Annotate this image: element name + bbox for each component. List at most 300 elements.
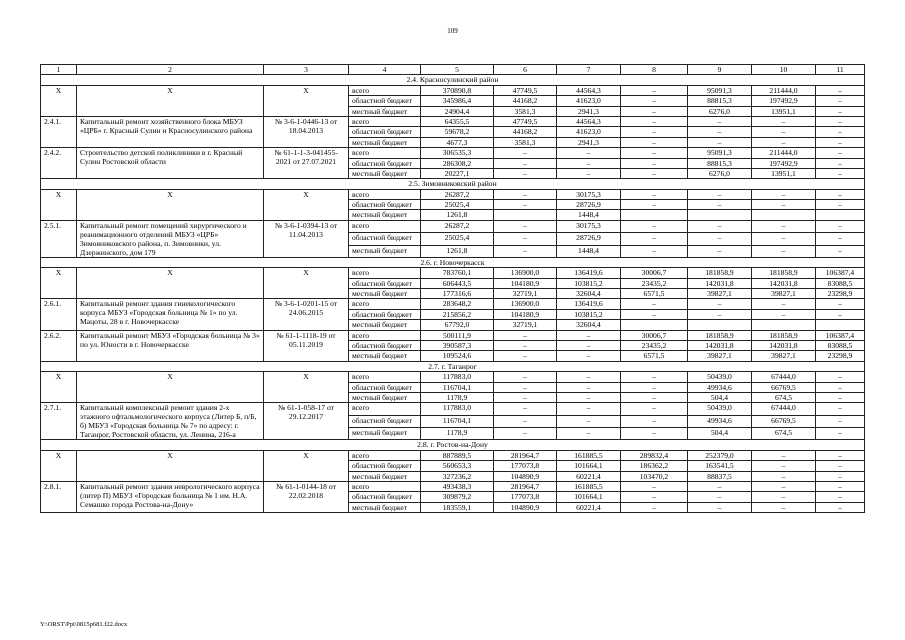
- amount-cell: –: [494, 372, 557, 382]
- amount-cell: –: [688, 233, 752, 245]
- amount-cell: 41623,0: [557, 96, 621, 106]
- amount-cell: –: [621, 158, 688, 168]
- amount-cell: –: [557, 148, 621, 158]
- amount-cell: 67444,0: [752, 403, 816, 415]
- amount-cell: [816, 210, 865, 220]
- amount-cell: 1448,4: [557, 210, 621, 220]
- amount-cell: 117883,0: [421, 372, 494, 382]
- table-row: [41, 116, 865, 126]
- table-row: [41, 299, 865, 309]
- amount-cell: 41623,0: [557, 127, 621, 137]
- amount-cell: –: [816, 392, 865, 402]
- amount-cell: 103470,2: [621, 471, 688, 481]
- amount-cell: 20227,1: [421, 168, 494, 178]
- amount-cell: –: [816, 415, 865, 427]
- amount-cell: 67792,0: [421, 320, 494, 330]
- amount-cell: –: [557, 340, 621, 350]
- amount-cell: 30175,3: [557, 220, 621, 232]
- amount-cell: 197492,9: [752, 96, 816, 106]
- amount-cell: –: [752, 450, 816, 460]
- amount-cell: 1448,4: [557, 245, 621, 257]
- amount-cell: 67444,0: [752, 372, 816, 382]
- amount-cell: 1261,8: [421, 245, 494, 257]
- amount-cell: 25025,4: [421, 200, 494, 210]
- amount-cell: 24904,4: [421, 106, 494, 116]
- column-number: 7: [557, 65, 621, 75]
- amount-cell: –: [621, 481, 688, 491]
- amount-cell: –: [621, 200, 688, 210]
- amount-cell: 104180,9: [494, 309, 557, 319]
- amount-cell: –: [816, 189, 865, 199]
- amount-cell: 327236,2: [421, 471, 494, 481]
- amount-cell: 281964,7: [494, 481, 557, 491]
- funding-source: местный бюджет: [349, 106, 421, 116]
- table-row: [41, 268, 865, 278]
- amount-cell: 23298,9: [816, 351, 865, 361]
- amount-cell: 674,5: [752, 392, 816, 402]
- amount-cell: 281964,7: [494, 450, 557, 460]
- amount-cell: –: [816, 372, 865, 382]
- amount-cell: –: [621, 492, 688, 502]
- expertise-conclusion: № 3-6-1-0394-13 от 11.04.2013: [264, 220, 349, 257]
- amount-cell: –: [816, 233, 865, 245]
- amount-cell: 28726,9: [557, 200, 621, 210]
- amount-cell: –: [816, 85, 865, 95]
- funding-source: всего: [349, 372, 421, 382]
- column-number: 11: [816, 65, 865, 75]
- amount-cell: 390587,3: [421, 340, 494, 350]
- amount-cell: 106387,4: [816, 268, 865, 278]
- amount-cell: 493438,3: [421, 481, 494, 491]
- item-number: 2.4.1.: [41, 116, 77, 147]
- amount-cell: 50439,0: [688, 403, 752, 415]
- amount-cell: 64355,5: [421, 116, 494, 126]
- amount-cell: –: [816, 461, 865, 471]
- amount-cell: 142031,8: [688, 340, 752, 350]
- funding-source: областной бюджет: [349, 127, 421, 137]
- expertise-conclusion: X: [264, 450, 349, 481]
- amount-cell: –: [557, 403, 621, 415]
- amount-cell: 181858,9: [688, 268, 752, 278]
- amount-cell: –: [494, 351, 557, 361]
- object-name: X: [77, 450, 264, 481]
- amount-cell: –: [494, 220, 557, 232]
- amount-cell: 136900,0: [494, 299, 557, 309]
- amount-cell: [752, 320, 816, 330]
- funding-source: всего: [349, 220, 421, 232]
- amount-cell: 560653,3: [421, 461, 494, 471]
- amount-cell: 104890,9: [494, 471, 557, 481]
- amount-cell: 23298,9: [816, 289, 865, 299]
- amount-cell: 66769,5: [752, 415, 816, 427]
- amount-cell: –: [752, 461, 816, 471]
- amount-cell: –: [494, 392, 557, 402]
- amount-cell: 6276,0: [688, 106, 752, 116]
- amount-cell: –: [752, 299, 816, 309]
- item-number: 2.4.2.: [41, 148, 77, 179]
- amount-cell: 370890,8: [421, 85, 494, 95]
- amount-cell: [688, 320, 752, 330]
- amount-cell: 142031,8: [688, 278, 752, 288]
- amount-cell: 215856,2: [421, 309, 494, 319]
- amount-cell: –: [752, 481, 816, 491]
- amount-cell: 30006,7: [621, 268, 688, 278]
- funding-source: местный бюджет: [349, 320, 421, 330]
- section-row: [41, 361, 865, 371]
- amount-cell: 30175,3: [557, 189, 621, 199]
- amount-cell: 211444,0: [752, 85, 816, 95]
- column-number: 3: [264, 65, 349, 75]
- expertise-conclusion: X: [264, 189, 349, 220]
- item-number: X: [41, 85, 77, 116]
- amount-cell: –: [494, 200, 557, 210]
- amount-cell: –: [816, 403, 865, 415]
- table-row: [41, 189, 865, 199]
- amount-cell: –: [752, 492, 816, 502]
- column-number-row: [41, 65, 865, 75]
- funding-source: областной бюджет: [349, 200, 421, 210]
- amount-cell: 13951,1: [752, 106, 816, 116]
- amount-cell: [752, 210, 816, 220]
- amount-cell: –: [621, 372, 688, 382]
- amount-cell: 181858,9: [752, 268, 816, 278]
- item-number: 2.6.1.: [41, 299, 77, 330]
- amount-cell: –: [494, 340, 557, 350]
- amount-cell: –: [816, 106, 865, 116]
- funding-source: областной бюджет: [349, 492, 421, 502]
- amount-cell: 163541,5: [688, 461, 752, 471]
- amount-cell: 117883,0: [421, 403, 494, 415]
- amount-cell: –: [816, 168, 865, 178]
- amount-cell: [816, 320, 865, 330]
- amount-cell: –: [621, 233, 688, 245]
- table-row: [41, 85, 865, 95]
- column-number: 9: [688, 65, 752, 75]
- amount-cell: 44564,3: [557, 85, 621, 95]
- expertise-conclusion: № 61-1-058-17 от 29.12.2017: [264, 403, 349, 440]
- column-number: 10: [752, 65, 816, 75]
- amount-cell: 49934,6: [688, 415, 752, 427]
- amount-cell: –: [816, 502, 865, 512]
- table-row: [41, 481, 865, 491]
- funding-source: всего: [349, 450, 421, 460]
- amount-cell: –: [688, 137, 752, 147]
- amount-cell: 3581,3: [494, 106, 557, 116]
- amount-cell: 88815,3: [688, 158, 752, 168]
- amount-cell: –: [752, 220, 816, 232]
- item-number: 2.5.1.: [41, 220, 77, 257]
- amount-cell: –: [816, 481, 865, 491]
- amount-cell: –: [688, 200, 752, 210]
- amount-cell: 83088,5: [816, 340, 865, 350]
- funding-source: всего: [349, 189, 421, 199]
- amount-cell: 39827,1: [752, 289, 816, 299]
- funding-source: областной бюджет: [349, 233, 421, 245]
- amount-cell: 186362,2: [621, 461, 688, 471]
- funding-source: местный бюджет: [349, 502, 421, 512]
- table-row: [41, 330, 865, 340]
- amount-cell: [688, 210, 752, 220]
- amount-cell: 32604,4: [557, 320, 621, 330]
- amount-cell: 1178,9: [421, 392, 494, 402]
- amount-cell: –: [688, 220, 752, 232]
- amount-cell: –: [816, 382, 865, 392]
- item-number: 2.6.2.: [41, 330, 77, 361]
- funding-source: всего: [349, 148, 421, 158]
- amount-cell: 289832,4: [621, 450, 688, 460]
- amount-cell: 161885,5: [557, 450, 621, 460]
- item-number: 2.7.1.: [41, 403, 77, 440]
- funding-source: местный бюджет: [349, 245, 421, 257]
- amount-cell: –: [816, 492, 865, 502]
- section-title: 2.8. г. Ростов-на-Дону: [41, 440, 865, 450]
- amount-cell: –: [494, 415, 557, 427]
- section-row: [41, 257, 865, 267]
- funding-source: местный бюджет: [349, 168, 421, 178]
- amount-cell: 25025,4: [421, 233, 494, 245]
- expertise-conclusion: X: [264, 372, 349, 403]
- amount-cell: –: [752, 309, 816, 319]
- amount-cell: 6571,5: [621, 289, 688, 299]
- amount-cell: –: [494, 427, 557, 439]
- amount-cell: –: [752, 137, 816, 147]
- amount-cell: 49934,6: [688, 382, 752, 392]
- funding-source: местный бюджет: [349, 471, 421, 481]
- file-path-footer: Y:\ORST\Ppi\0815p681.f22.docx: [40, 621, 128, 628]
- table-row: [41, 450, 865, 460]
- amount-cell: –: [621, 392, 688, 402]
- amount-cell: 306535,3: [421, 148, 494, 158]
- amount-cell: –: [752, 233, 816, 245]
- funding-source: областной бюджет: [349, 415, 421, 427]
- amount-cell: –: [816, 450, 865, 460]
- amount-cell: 26287,2: [421, 189, 494, 199]
- funding-source: областной бюджет: [349, 278, 421, 288]
- column-number: 5: [421, 65, 494, 75]
- amount-cell: 88815,3: [688, 96, 752, 106]
- funding-source: местный бюджет: [349, 289, 421, 299]
- object-name: X: [77, 85, 264, 116]
- amount-cell: [494, 210, 557, 220]
- amount-cell: –: [621, 168, 688, 178]
- funding-source: всего: [349, 268, 421, 278]
- funding-source: местный бюджет: [349, 351, 421, 361]
- amount-cell: –: [688, 189, 752, 199]
- table-row: [41, 403, 865, 415]
- amount-cell: –: [688, 299, 752, 309]
- amount-cell: 106387,4: [816, 330, 865, 340]
- amount-cell: –: [752, 189, 816, 199]
- amount-cell: 26287,2: [421, 220, 494, 232]
- amount-cell: –: [494, 148, 557, 158]
- amount-cell: 13951,1: [752, 168, 816, 178]
- amount-cell: 2941,3: [557, 106, 621, 116]
- amount-cell: –: [621, 106, 688, 116]
- amount-cell: 783760,1: [421, 268, 494, 278]
- object-name: Капитальный ремонт хозяйственного блока МБУЗ «ЦРБ» г. Красный Сулин и Красносулинского района: [77, 116, 264, 147]
- amount-cell: –: [621, 96, 688, 106]
- funding-source: областной бюджет: [349, 96, 421, 106]
- amount-cell: 116704,1: [421, 415, 494, 427]
- funding-source: всего: [349, 330, 421, 340]
- amount-cell: 283648,2: [421, 299, 494, 309]
- amount-cell: 88837,5: [688, 471, 752, 481]
- amount-cell: 183559,1: [421, 502, 494, 512]
- object-name: Капитальный комплексный ремонт здания 2-х этажного офтальмологического корпуса (Литер Б, п/Б, б) МБУЗ «Городская больница № 7» по адресу: г. Таганрог, Ростовской области, ул. Ленина, 216-а: [77, 403, 264, 440]
- funding-source: всего: [349, 85, 421, 95]
- amount-cell: –: [557, 382, 621, 392]
- column-number: 4: [349, 65, 421, 75]
- amount-cell: 345986,4: [421, 96, 494, 106]
- expertise-conclusion: № 61-1-1-3-041455-2021 от 27.07.2021: [264, 148, 349, 179]
- amount-cell: 309879,2: [421, 492, 494, 502]
- amount-cell: –: [816, 148, 865, 158]
- section-title: 2.4. Красносулинский район: [41, 75, 865, 85]
- object-name: Строительство детской поликлиники в г. Красный Сулин Ростовской области: [77, 148, 264, 179]
- amount-cell: 32719,1: [494, 289, 557, 299]
- amount-cell: 66769,5: [752, 382, 816, 392]
- amount-cell: 103815,2: [557, 278, 621, 288]
- section-title: 2.5. Зимовниковский район: [41, 179, 865, 189]
- object-name: X: [77, 268, 264, 299]
- section-row: [41, 75, 865, 85]
- amount-cell: 23435,2: [621, 278, 688, 288]
- amount-cell: –: [494, 189, 557, 199]
- amount-cell: 136419,6: [557, 268, 621, 278]
- amount-cell: 136419,6: [557, 299, 621, 309]
- amount-cell: [621, 210, 688, 220]
- amount-cell: 39827,1: [688, 289, 752, 299]
- amount-cell: 95091,3: [688, 148, 752, 158]
- funding-source: всего: [349, 299, 421, 309]
- amount-cell: 39827,1: [752, 351, 816, 361]
- item-number: 2.8.1.: [41, 481, 77, 512]
- amount-cell: 177073,8: [494, 461, 557, 471]
- amount-cell: –: [621, 137, 688, 147]
- amount-cell: 103815,2: [557, 309, 621, 319]
- page-number: 109: [447, 27, 458, 35]
- amount-cell: –: [557, 168, 621, 178]
- column-number: 2: [77, 65, 264, 75]
- expertise-conclusion: X: [264, 85, 349, 116]
- budget-table: [40, 64, 865, 513]
- amount-cell: 286308,2: [421, 158, 494, 168]
- amount-cell: 28726,9: [557, 233, 621, 245]
- object-name: X: [77, 189, 264, 220]
- amount-cell: 6571,5: [621, 351, 688, 361]
- section-row: [41, 179, 865, 189]
- section-row: [41, 440, 865, 450]
- section-title: 2.6. г. Новочеркасск: [41, 257, 865, 267]
- funding-source: всего: [349, 481, 421, 491]
- amount-cell: 606443,5: [421, 278, 494, 288]
- amount-cell: 211444,0: [752, 148, 816, 158]
- amount-cell: –: [621, 427, 688, 439]
- amount-cell: 50439,0: [688, 372, 752, 382]
- amount-cell: 177073,8: [494, 492, 557, 502]
- amount-cell: 500111,9: [421, 330, 494, 340]
- funding-source: областной бюджет: [349, 382, 421, 392]
- amount-cell: –: [621, 189, 688, 199]
- funding-source: областной бюджет: [349, 158, 421, 168]
- amount-cell: –: [494, 245, 557, 257]
- amount-cell: 504,4: [688, 392, 752, 402]
- amount-cell: 59678,2: [421, 127, 494, 137]
- amount-cell: 83088,5: [816, 278, 865, 288]
- amount-cell: –: [688, 502, 752, 512]
- amount-cell: –: [688, 116, 752, 126]
- amount-cell: 6276,0: [688, 168, 752, 178]
- amount-cell: –: [688, 492, 752, 502]
- object-name: Капитальный ремонт здания гинекологического корпуса МБУЗ «Городская больница № 1» по ул. Мацоты, 28 в г. Новочеркасске: [77, 299, 264, 330]
- amount-cell: 44168,2: [494, 127, 557, 137]
- amount-cell: –: [752, 200, 816, 210]
- amount-cell: 32604,4: [557, 289, 621, 299]
- amount-cell: 101664,1: [557, 461, 621, 471]
- amount-cell: 1178,9: [421, 427, 494, 439]
- amount-cell: 181858,9: [752, 330, 816, 340]
- amount-cell: 104890,9: [494, 502, 557, 512]
- amount-cell: –: [621, 127, 688, 137]
- item-number: X: [41, 268, 77, 299]
- amount-cell: 47749,5: [494, 116, 557, 126]
- expertise-conclusion: № 61-1-1118-19 от 05.11.2019: [264, 330, 349, 361]
- amount-cell: –: [688, 481, 752, 491]
- amount-cell: –: [621, 148, 688, 158]
- amount-cell: 23435,2: [621, 340, 688, 350]
- amount-cell: 4677,3: [421, 137, 494, 147]
- amount-cell: 177316,6: [421, 289, 494, 299]
- amount-cell: –: [557, 372, 621, 382]
- amount-cell: –: [494, 233, 557, 245]
- object-name: Капитальный ремонт помещений хирургического и реанимационного отделений МБУЗ «ЦРБ» Зимовниковского района, п. Зимовники, ул. Дзержинского, дом 179: [77, 220, 264, 257]
- amount-cell: 47749,5: [494, 85, 557, 95]
- amount-cell: 60221,4: [557, 471, 621, 481]
- object-name: Капитальный ремонт здания неврологического корпуса (литер П) МБУЗ «Городская больница № 1 им. Н.А. Семашко города Ростова-на-Дону»: [77, 481, 264, 512]
- amount-cell: 1261,8: [421, 210, 494, 220]
- amount-cell: –: [557, 427, 621, 439]
- amount-cell: 30006,7: [621, 330, 688, 340]
- amount-cell: –: [816, 127, 865, 137]
- amount-cell: 142031,8: [752, 340, 816, 350]
- funding-source: местный бюджет: [349, 210, 421, 220]
- amount-cell: –: [752, 502, 816, 512]
- item-number: X: [41, 450, 77, 481]
- amount-cell: 32719,1: [494, 320, 557, 330]
- column-number: 8: [621, 65, 688, 75]
- amount-cell: 504,4: [688, 427, 752, 439]
- amount-cell: –: [816, 427, 865, 439]
- amount-cell: –: [621, 245, 688, 257]
- amount-cell: –: [557, 330, 621, 340]
- amount-cell: 887889,5: [421, 450, 494, 460]
- table-row: [41, 148, 865, 158]
- amount-cell: 252379,0: [688, 450, 752, 460]
- object-name: X: [77, 372, 264, 403]
- funding-source: местный бюджет: [349, 137, 421, 147]
- amount-cell: –: [494, 168, 557, 178]
- amount-cell: –: [621, 502, 688, 512]
- expertise-conclusion: X: [264, 268, 349, 299]
- funding-source: областной бюджет: [349, 340, 421, 350]
- amount-cell: 44168,2: [494, 96, 557, 106]
- amount-cell: –: [557, 415, 621, 427]
- funding-source: всего: [349, 116, 421, 126]
- amount-cell: –: [557, 158, 621, 168]
- amount-cell: 3581,3: [494, 137, 557, 147]
- column-number: 6: [494, 65, 557, 75]
- amount-cell: 39827,1: [688, 351, 752, 361]
